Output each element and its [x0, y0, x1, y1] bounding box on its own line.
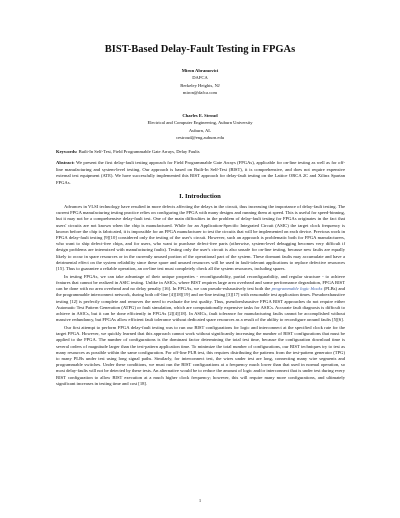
keywords [56, 149, 200, 154]
paragraph-text: (PLBs) and the programmable interconnect network, during both off-line [4][18][19] and on-line testing [3][17] with reasonable test application times. Pseudoexhaustive testing [12] is perfectly complete and removes the need to evaluate the test quality. Thus, pseudoexhaustive FPGA BIST approaches do not require either Automatic Test Pattern Generation (ATPG) or fault simulation, which are computationally expensive tasks for ASICs. Accurate fault diagnosis is difficult to achieve in ASICs, but it can be done efficiently in FPGAs [2][4][18]. In ASICs, fault tolerance for manufacturing faults cannot be accomplished without massive redundancy, but FPGAs allow efficient fault tolerance without dedicated spare resources as a result of the ability to reconfigure around faults [5][6]. [56, 286, 345, 323]
paper-title: BIST-Based Delay-Fault Testing in FPGAs [104, 44, 296, 55]
author-block-1 [0, 67, 400, 97]
author-department: Electrical and Computer Engineering, Auburn University [147, 120, 253, 126]
abstract-label: Abstract: [56, 160, 75, 165]
emphasized-term: programmable logic blocks [271, 286, 323, 292]
author-location: Berkeley Heights, NJ [180, 82, 220, 88]
keywords-text: Built-In Self-Test, Field Programmable Gate Arrays, Delay Faults [77, 149, 200, 154]
introduction-body [56, 204, 345, 389]
paragraph: Our first attempt to perform FPGA delay-fault testing was to run our BIST configurations for logic and interconnect at the specified clock rate for the target FPGA. However, we quickly learned that this approach cannot work without significantly increasing the number of BIST configurations that must be applied to the FPGA. The number of configurations is the dominant factor determining the total test time, because the configuration download time is several orders of magnitude larger than the test-pattern application time. To minimize the total number of configurations, our BIST techniques try to test as many resources as possible within the same configuration. For off-line PLB test, this requires distributing the patterns from the test-pattern generator (TPG) to many PLBs under test using long signal paths. Similarly, for interconnect test, the wires under test are long, connecting many wire segments and programmable switches. Under these conditions, we must run the BIST configurations at a frequency much lower than that used in normal operation, so most delay-faults will not be detected by these tests. An alternative would be to reduce the amount of logic and/or interconnect that is under test during every BIST configuration to allow BIST execution at a much higher clock frequency; however, this will require many more configurations, and ultimately significant increases in testing time and cost [18]. [56, 325, 345, 386]
author-email: cestroud@eng.auburn.edu [175, 135, 225, 141]
paragraph-text: In testing FPGAs, we can take advantage of their unique properties - reconfigurability, partial reconfigurability, and regular structure - to achieve features that cannot be realized in ASIC testing. Unlike in ASICs, where BIST requires large area overhead and some performance degradation, FPGA BIST can be done with no area overhead and no delay penalty [16]. In FPGAs, we can pseudo-exhaustively test both the [56, 273, 345, 292]
abstract [56, 160, 345, 186]
author-org: DAFCA [192, 75, 208, 81]
author-name: Miron Abramovici [181, 68, 219, 73]
paragraph: Advances in VLSI technology have resulted in more defects affecting the delays in the circuit, thus increasing the importance of delay-fault testing. The current FPGA manufacturing testing practice relies on configuring the FPGA with many designs and running them at speed. This is useful for speed-binning, but it may not be a comprehensive delay-fault test. One of the main difficulties in the problem of delay-fault testing for FPGAs originates in the fact that users' circuits are not known when the chip is manufactured. While for an Application-Specific Integrated Circuit (ASIC) the target clock frequency is known before the chip is fabricated, it is impossible for an FPGA manufacturer to test the circuits that will be implemented on each device. Previous work in FPGA delay-fault testing [9][10] considered only the testing of the user's circuit. However, such an approach is problematic both for FPGA manufacturers, who want to ship defect-free chips, and for users, who want to purchase defect-free parts (otherwise, system-level debugging becomes very difficult if design problems are intermixed with manufacturing faults). Testing only the user's circuit is also unsafe for on-line testing, because new faults are equally likely to occur in spare resources or in the currently unused portion of the operational part of the system. These dormant faults may accumulate and have a detrimental effect on the system reliability since these spare and unused resources will be used in fault-tolerant applications to replace defective resources [15]. Thus to guarantee a reliable operation, an on-line test must completely check all the system resources, including spares. [56, 204, 345, 272]
author-email: miron@dafca.com [182, 90, 218, 96]
keywords-label: Keywords: [56, 149, 78, 154]
author-name: Charles E. Stroud [182, 113, 218, 118]
abstract-text: We present the first delay-fault testing approach for Field Programmable Gate Arrays (FPGAs), applicable for on-line testing as well as for off-line manufacturing and system-level testing. Our approach is based on Built-In Self-Test (BIST), it is comprehensive, and does not require expensive external test equipment (ATE). We have successfully implemented this BIST approach for delay-fault testing on the Lattice ORCA 2C and Xilinx Spartan FPGAs. [56, 160, 345, 185]
author-location: Auburn, AL [188, 127, 212, 133]
paragraph [56, 274, 345, 324]
section-heading-introduction: I. Introduction [179, 193, 221, 200]
page-number: 1 [198, 498, 202, 503]
author-block-2 [0, 112, 400, 142]
